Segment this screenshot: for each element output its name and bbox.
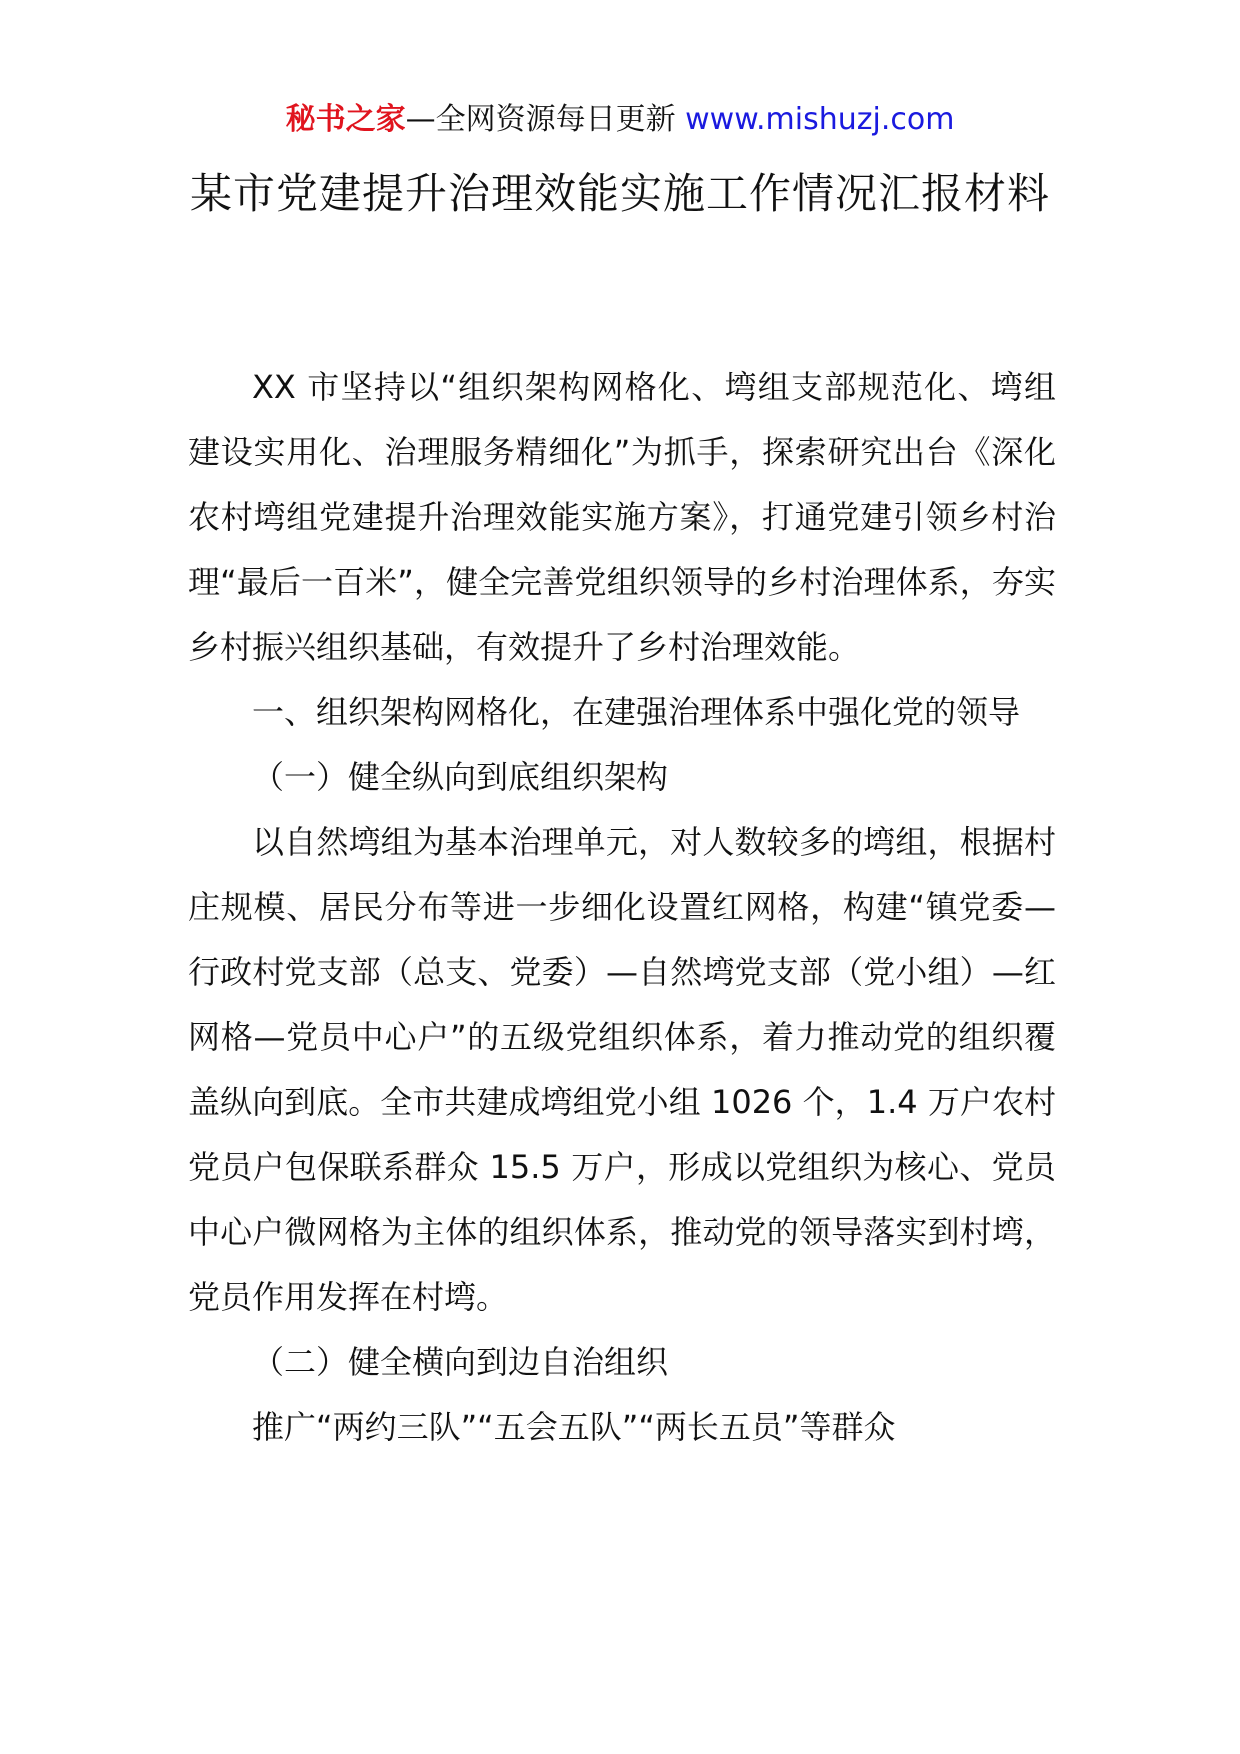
intro-paragraph: XX 市坚持以“组织架构网格化、塆组支部规范化、塆组建设实用化、治理服务精细化”为抓手，探索研究出台《深化农村塆组党建提升治理效能实施方案》，打通党建引领乡村治理“最后一百米”，健全完善党组织领导的乡村治理体系，夯实乡村振兴组织基础，有效提升了乡村治理效能。 bbox=[188, 368, 1056, 666]
body-paragraph: 推广“两约三队”“五会五队”“两长五员”等群众 bbox=[252, 1408, 896, 1446]
site-banner bbox=[0, 100, 1240, 140]
site-url[interactable]: www.mishuzj.com bbox=[685, 102, 955, 137]
subsection-heading-2: （二）健全横向到边自治组织 bbox=[252, 1343, 669, 1381]
document-body bbox=[188, 355, 1056, 1460]
brand-name: 秘书之家 bbox=[285, 102, 406, 137]
body-paragraph: 以自然塆组为基本治理单元，对人数较多的塆组，根据村庄规模、居民分布等进一步细化设置红网格，构建“镇党委—行政村党支部（总支、党委）—自然塆党支部（党小组）—红网格—党员中心户”的五级党组织体系，着力推动党的组织覆盖纵向到底。全市共建成塆组党小组 1026 个，1.4 万户农村党员户包保联系群众 15.5 万户，形成以党组织为核心、党员中心户微网格为主体的组织体系，推动党的领导落实到村塆，党员作用发挥在村塆。 bbox=[188, 823, 1056, 1316]
document-title: 某市党建提升治理效能实施工作情况汇报材料 bbox=[190, 169, 1051, 218]
site-slogan: —全网资源每日更新 bbox=[405, 102, 676, 137]
subsection-heading-1: （一）健全纵向到底组织架构 bbox=[252, 758, 669, 796]
section-heading-1: 一、组织架构网格化，在建强治理体系中强化党的领导 bbox=[252, 693, 1021, 731]
